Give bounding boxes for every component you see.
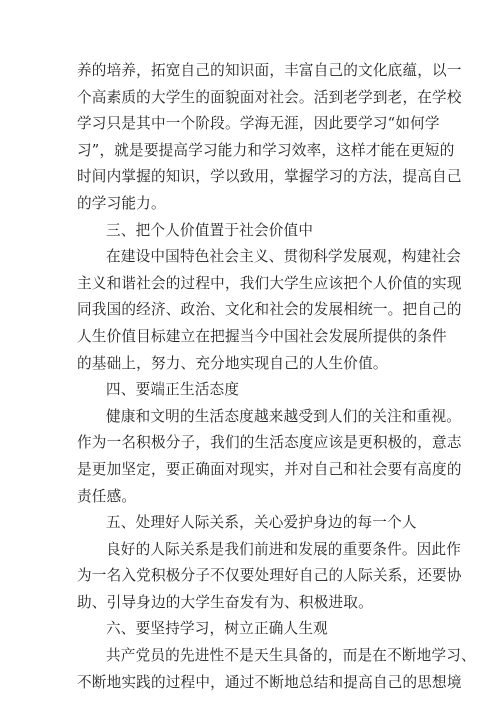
paragraph-first-line: 共产党员的先进性不是天生具备的，而是在不断地学习、 bbox=[106, 647, 476, 665]
body-text-line: 主义和谐社会的过程中，我们大学生应该把个人价值的实现 bbox=[77, 274, 462, 292]
body-text-line: 的基础上，努力、充分地实现自己的人生价值。 bbox=[77, 354, 388, 372]
section-heading-3: 三、把个人价值置于社会价值中 bbox=[106, 221, 314, 239]
body-text-line: 责任感。 bbox=[77, 487, 137, 505]
body-text-line: 不断地实践的过程中，通过不断地总结和提高自己的思想境 bbox=[77, 673, 462, 691]
paragraph-first-line: 良好的人际关系是我们前进和发展的重要条件。因此作 bbox=[106, 540, 462, 558]
body-text-line: 个高素质的大学生的面貌面对社会。活到老学到老，在学校 bbox=[77, 88, 462, 106]
section-heading-5: 五、处理好人际关系，关心爱护身边的每一个人 bbox=[106, 514, 417, 532]
body-text-line: 养的培养，拓宽自己的知识面，丰富自己的文化底蕴，以一 bbox=[77, 62, 462, 79]
body-text-line: 人生价值目标建立在把握当今中国社会发展所提供的条件 bbox=[77, 327, 447, 345]
body-text-line: 的学习能力。 bbox=[77, 194, 166, 212]
body-text-line: 为一名入党积极分子不仅要处理好自己的人际关系，还要协 bbox=[77, 567, 462, 585]
body-text-line: 作为一名积极分子，我们的生活态度应该是更积极的，意志 bbox=[77, 434, 462, 452]
body-text-line: 同我国的经济、政治、文化和社会的发展相统一。把自己的 bbox=[77, 301, 462, 319]
body-text-line: 习”，就是要提高学习能力和学习效率，这样才能在更短的 bbox=[77, 141, 455, 159]
document-page bbox=[77, 58, 476, 696]
paragraph-first-line: 健康和文明的生活态度越来越受到人们的关注和重视。 bbox=[106, 407, 462, 425]
body-text-line: 是更加坚定，要正确面对现实，并对自己和社会要有高度的 bbox=[77, 460, 462, 478]
section-heading-4: 四、要端正生活态度 bbox=[106, 381, 240, 399]
paragraph-first-line: 在建设中国特色社会主义、贯彻科学发展观，构建社会 bbox=[106, 248, 462, 266]
body-text-line: 时间内掌握的知识，学以致用，掌握学习的方法，提高自己 bbox=[77, 168, 462, 186]
section-heading-6: 六、要坚持学习，树立正确人生观 bbox=[106, 620, 328, 638]
body-text-line: 学习只是其中一个阶段。学海无涯，因此要学习“如何学 bbox=[77, 115, 440, 133]
body-text-line: 助、引导身边的大学生奋发有为、积极进取。 bbox=[77, 593, 373, 611]
